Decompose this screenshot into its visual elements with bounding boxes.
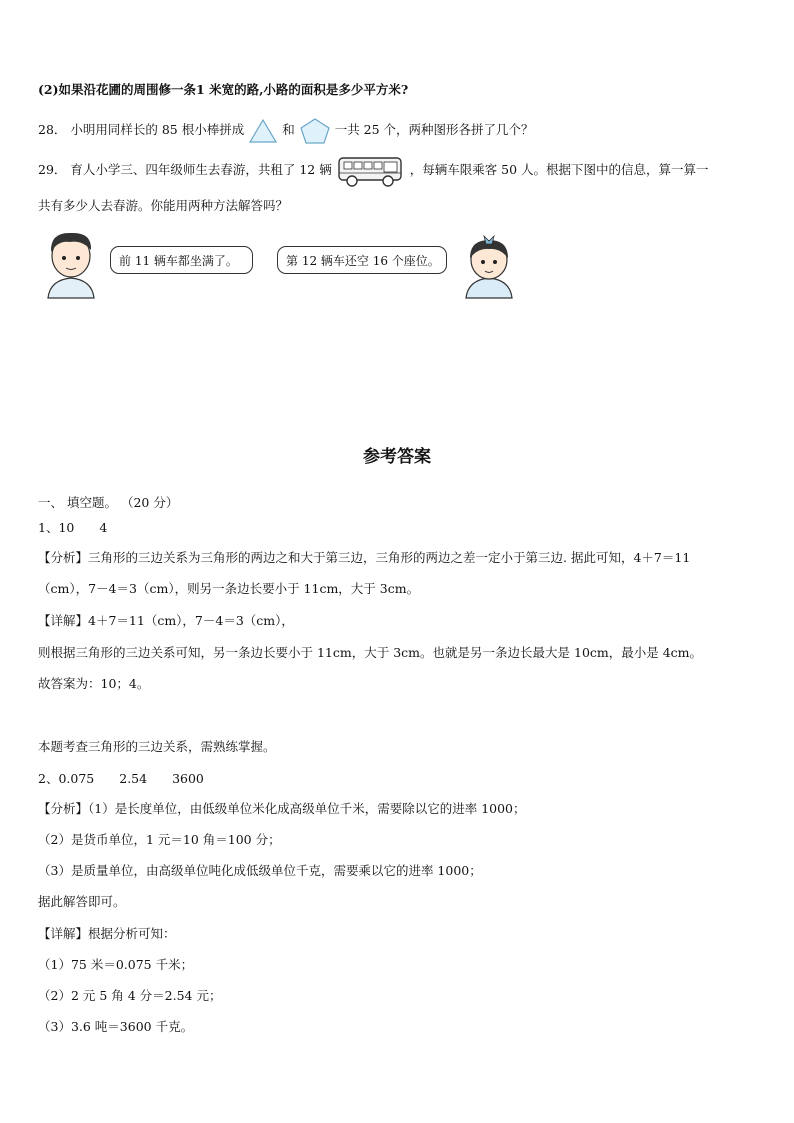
- answer-2-detail-line3: （3）3.6 吨＝3600 千克。: [38, 1019, 194, 1034]
- speech-bubble-left-text: 前 11 辆车都坐满了。: [119, 254, 238, 268]
- answer-2-detail-intro: [38, 925, 176, 943]
- answer-2-analysis-line4: 据此解答即可。: [38, 894, 126, 909]
- question-28-prefix: 28． 小明用同样长的 85 根小棒拼成: [38, 122, 245, 137]
- analysis-text: 三角形的三边关系为三角形的两边之和大于第三边，三角形的两边之差一定小于第三边. 据此可知，4＋7＝11: [88, 550, 691, 565]
- question-28-mid: 和: [282, 122, 295, 137]
- bus-icon: [336, 153, 406, 189]
- detail-tag: 【详解】: [38, 926, 89, 941]
- pentagon-icon: [299, 117, 331, 145]
- answer-2-analysis-line1: [38, 800, 526, 818]
- detail-text: 根据分析可知：: [88, 926, 176, 941]
- answer-1-analysis-line2: （cm），7－4＝3（cm），则另一条边长要小于 11cm，大于 3cm。: [38, 581, 420, 596]
- question-29-line2: 共有多少人去春游。你能用两种方法解答吗？: [38, 198, 289, 213]
- analysis-tag: 【分析】: [38, 550, 89, 565]
- answer-1-head: 1、10 4: [38, 520, 108, 535]
- answer-2-analysis-line2: （2）是货币单位，1 元＝10 角＝100 分；: [38, 832, 281, 847]
- boy-icon: [40, 228, 102, 300]
- question-28-suffix: 一共 25 个，两种图形各拼了几个？: [334, 122, 534, 137]
- section-1-heading: 一、 填空题。 （20 分）: [38, 495, 179, 510]
- question-29-line1: [38, 152, 709, 188]
- detail-tag: 【详解】: [38, 613, 89, 628]
- answer-1-note: 本题考查三角形的三边关系，需熟练掌握。: [38, 739, 276, 754]
- question-29-prefix: 29． 育人小学三、四年级师生去春游，共租了 12 辆: [38, 162, 332, 177]
- answer-2-analysis-line3: （3）是质量单位，由高级单位吨化成低级单位千克，需要乘以它的进率 1000；: [38, 863, 482, 878]
- girl-icon: [456, 230, 522, 300]
- detail-text: 4＋7＝11（cm），7－4＝3（cm），: [88, 613, 294, 628]
- speech-bubble-left: [110, 246, 253, 274]
- question-29-suffix: ，每辆车限乘客 50 人。根据下图中的信息，算一算一: [409, 162, 709, 177]
- answer-1-detail-line2: 则根据三角形的三边关系可知，另一条边长要小于 11cm，大于 3cm。也就是另一条边长最大是 10cm，最小是 4cm。: [38, 645, 703, 660]
- speech-bubble-right: [277, 246, 447, 274]
- question-28: [38, 116, 534, 144]
- answer-2-head: 2、0.075 2.54 3600: [38, 771, 204, 786]
- answer-1-detail-line1: [38, 612, 294, 630]
- answer-2-detail-line2: （2）2 元 5 角 4 分＝2.54 元；: [38, 988, 222, 1003]
- question-27-part2: (2)如果沿花圃的周围修一条1 米宽的路,小路的面积是多少平方米?: [38, 82, 409, 97]
- speech-bubble-right-text: 第 12 辆车还空 16 个座位。: [286, 254, 440, 268]
- answer-1-analysis-line1: [38, 549, 690, 567]
- analysis-text: （1）是长度单位，由低级单位米化成高级单位千米，需要除以它的进率 1000；: [88, 801, 526, 816]
- analysis-tag: 【分析】: [38, 801, 89, 816]
- triangle-icon: [248, 118, 278, 144]
- answer-title: 参考答案: [363, 447, 431, 467]
- answer-1-detail-line3: 故答案为：10；4。: [38, 676, 150, 691]
- answer-2-detail-line1: （1）75 米＝0.075 千米；: [38, 957, 194, 972]
